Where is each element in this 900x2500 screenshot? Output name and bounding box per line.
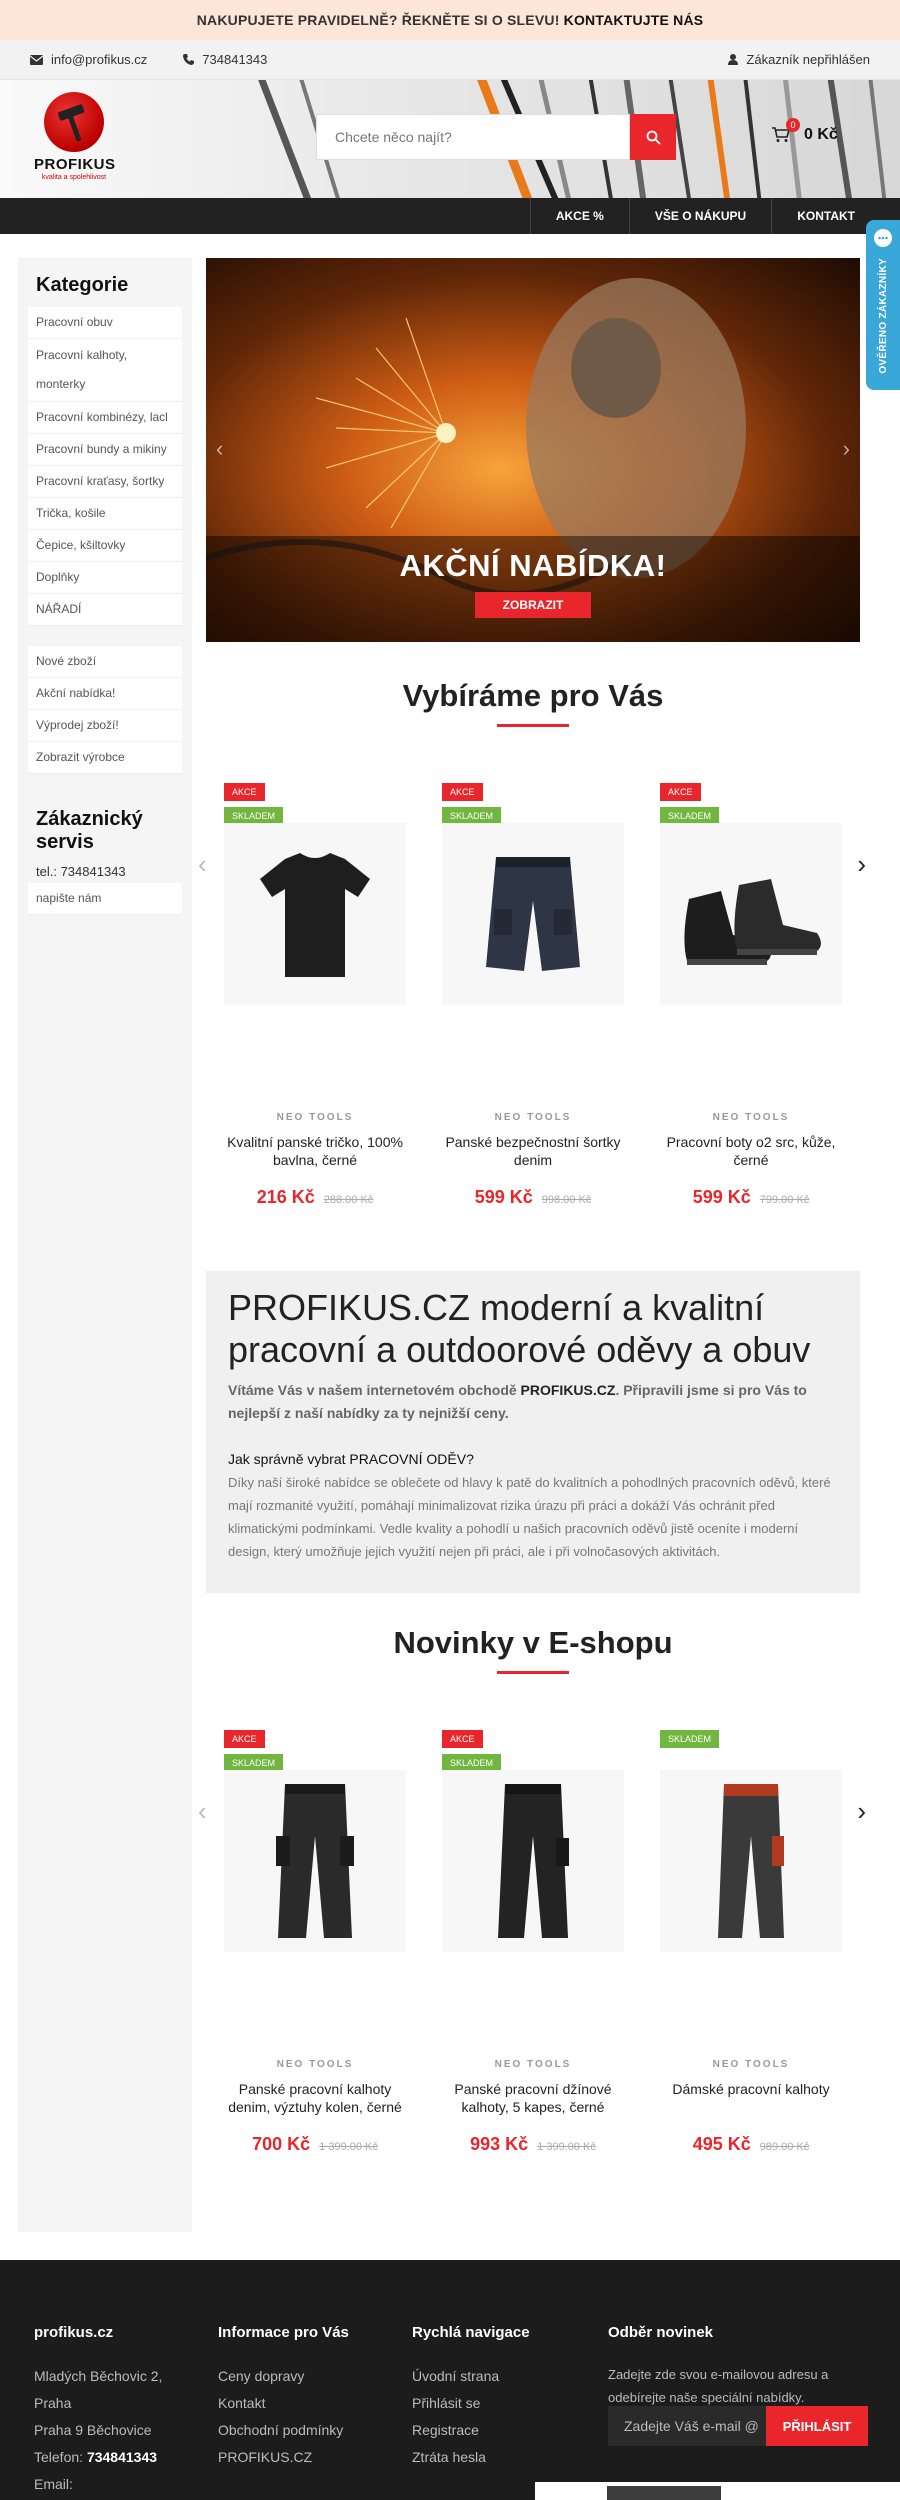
sale-badge: AKCE — [660, 783, 701, 801]
product-card[interactable] — [642, 1714, 860, 2204]
footer-phone — [34, 2444, 162, 2471]
user-status[interactable] — [728, 52, 870, 67]
product-name[interactable]: Panské bezpečnostní šortky denim — [445, 1134, 621, 1168]
tshirt-product-image[interactable] — [224, 823, 406, 1005]
site-logo[interactable] — [34, 92, 114, 181]
search-bar — [316, 114, 676, 160]
hero-banner[interactable] — [206, 258, 860, 642]
footer-link[interactable]: PROFIKUS.CZ — [218, 2449, 313, 2465]
carousel-prev-icon[interactable]: ‹ — [198, 1796, 207, 1826]
phone-icon — [183, 54, 194, 65]
product-brand: NEO TOOLS — [494, 1112, 572, 1123]
newsletter-email-input[interactable]: Zadejte Váš e-mail @ — [608, 2406, 766, 2446]
stock-badge: SKLADEM — [442, 807, 501, 825]
section-underline — [497, 724, 569, 727]
footer-newsletter-title: Odběr novinek — [608, 2324, 714, 2341]
email-text: info@profikus.cz — [51, 52, 148, 67]
category-item[interactable]: Pracovní kalhoty, monterky — [28, 339, 182, 402]
footer-email-label: Email: — [34, 2476, 73, 2492]
stock-badge: SKLADEM — [442, 1754, 501, 1772]
category-item[interactable]: Pracovní kraťasy, šortky — [28, 466, 182, 498]
newsletter-form — [608, 2406, 868, 2446]
about-title: PROFIKUS.CZ moderní a kvalitní pracovní a outdoorové oděvy a obuv — [228, 1287, 811, 1370]
phone-text: 734841343 — [202, 52, 268, 67]
footer-nav-title: Rychlá navigace — [412, 2324, 530, 2341]
verified-customers-badge[interactable] — [866, 220, 900, 390]
footer-phone-number[interactable]: 734841343 — [86, 2449, 158, 2465]
price-current: 993 Kč — [470, 2134, 529, 2154]
product-price — [206, 1187, 424, 1208]
contact-phone[interactable] — [183, 52, 267, 67]
contact-email[interactable] — [30, 52, 147, 67]
user-icon — [728, 54, 738, 65]
speech-bubble-icon — [873, 228, 893, 248]
footer-link[interactable]: Obchodní podmínky — [218, 2422, 344, 2438]
hero-next-icon[interactable]: › — [842, 436, 850, 461]
service-phone — [36, 864, 174, 879]
section-underline — [497, 1671, 569, 1674]
search-input[interactable]: Chcete něco najít? — [316, 114, 630, 160]
product-price — [424, 2134, 642, 2155]
price-old: 1 399.00 Kč — [319, 2141, 378, 2153]
hero-show-button[interactable]: ZOBRAZIT — [475, 592, 592, 618]
price-old: 1 399.00 Kč — [537, 2141, 596, 2153]
product-price — [424, 1187, 642, 1208]
trousers-product-image[interactable] — [224, 1770, 406, 1952]
hero-prev-icon[interactable]: ‹ — [216, 436, 224, 461]
category-item[interactable]: Trička, košile — [28, 498, 182, 530]
price-current: 599 Kč — [474, 1187, 533, 1207]
promo-contact-link[interactable]: KONTAKTUJTE NÁS — [563, 12, 704, 28]
footer-link[interactable]: Registrace — [412, 2422, 479, 2438]
price-old: 989.00 Kč — [759, 2141, 810, 2153]
sale-badge: AKCE — [224, 783, 265, 801]
cart[interactable] — [772, 120, 838, 144]
carousel-next-icon[interactable]: › — [857, 1796, 866, 1826]
footer-info — [218, 2324, 349, 2471]
section-title-picks: Vybíráme pro Vás — [402, 678, 664, 713]
product-card[interactable] — [206, 767, 424, 1257]
product-card[interactable] — [424, 1714, 642, 2204]
boots-product-image[interactable] — [660, 823, 842, 1005]
promo-text: NAKUPUJETE PRAVIDELNĚ? ŘEKNĚTE SI O SLEVU! — [196, 12, 560, 28]
stock-badge: SKLADEM — [660, 1730, 719, 1748]
footer-link[interactable]: Přihlásit se — [412, 2395, 481, 2411]
product-name[interactable]: Pracovní boty o2 src, kůže, černé — [666, 1134, 836, 1168]
hero-title: AKČNÍ NABÍDKA! — [399, 548, 667, 583]
footer-link[interactable]: Úvodní strana — [412, 2368, 500, 2384]
product-card[interactable] — [206, 1714, 424, 2204]
sale-badge: AKCE — [442, 783, 483, 801]
special-item[interactable]: Nové zboží — [28, 646, 182, 678]
promo-bar — [0, 0, 900, 40]
footer-company-title: profikus.cz — [34, 2324, 114, 2341]
product-name[interactable]: Panské pracovní džínové kalhoty, 5 kapes, černé — [454, 2081, 612, 2115]
stock-badge: SKLADEM — [660, 807, 719, 825]
search-button[interactable] — [630, 114, 676, 160]
about-subtitle: Jak správně vybrat PRACOVNÍ ODĚV? — [228, 1451, 474, 1467]
special-item[interactable]: Akční nabídka! — [28, 678, 182, 710]
category-item[interactable]: Pracovní obuv — [28, 307, 182, 339]
service-phone-number[interactable]: 734841343 — [60, 864, 126, 879]
footer-link[interactable]: Ztráta hesla — [412, 2449, 486, 2465]
footer-address: Mladých Běchovic 2, — [34, 2368, 163, 2384]
about-lead — [228, 1379, 838, 1425]
hero-caption — [206, 536, 860, 642]
about-lead-text: . Připravili jsme si pro Vás to nejlepší z naší nabídky za ty nejnižší ceny. — [228, 1382, 807, 1421]
category-list — [28, 307, 182, 626]
product-card[interactable] — [642, 767, 860, 1257]
price-current: 495 Kč — [692, 2134, 751, 2154]
product-brand: NEO TOOLS — [276, 1112, 354, 1123]
section-title-news: Novinky v E-shopu — [393, 1625, 673, 1660]
footer-info-title: Informace pro Vás — [218, 2324, 349, 2341]
sidebar — [18, 258, 192, 2232]
product-carousel-news — [198, 1714, 866, 2204]
user-status-text: Zákazník nepřihlášen — [746, 52, 870, 67]
logo-name: PROFIKUS — [34, 156, 116, 173]
nav-item-vse-o-nakupu[interactable]: VŠE O NÁKUPU — [629, 198, 771, 234]
verified-badge-text: OVĚŘENO ZÁKAZNÍKY — [877, 258, 889, 374]
cookie-button[interactable] — [607, 2486, 721, 2500]
carousel-next-icon[interactable]: › — [857, 849, 866, 879]
product-name[interactable]: Panské pracovní kalhoty denim, výztuhy kolen, černé — [228, 2081, 402, 2115]
product-brand: NEO TOOLS — [712, 1112, 790, 1123]
about-lead-brand: PROFIKUS.CZ — [520, 1382, 616, 1398]
main-nav — [0, 198, 900, 234]
shorts-product-image[interactable] — [442, 823, 624, 1005]
product-price — [642, 2134, 860, 2155]
newsletter-subscribe-button[interactable]: PŘIHLÁSIT — [766, 2406, 868, 2446]
product-brand: NEO TOOLS — [712, 2059, 790, 2070]
sidebar-title: Kategorie — [36, 274, 129, 296]
nav-item-kontakt[interactable]: KONTAKT — [771, 198, 880, 234]
footer-phone-label: Telefon: — [34, 2449, 87, 2465]
product-brand: NEO TOOLS — [494, 2059, 572, 2070]
about-lead-text: Vítáme Vás v našem internetovém obchodě — [228, 1382, 521, 1398]
logo-hammer-icon — [44, 92, 104, 152]
sale-badge: AKCE — [442, 1730, 483, 1748]
product-card[interactable] — [424, 767, 642, 1257]
product-carousel-picks — [198, 767, 866, 1257]
product-name[interactable]: Dámské pracovní kalhoty — [672, 2081, 830, 2097]
search-icon — [646, 130, 661, 145]
price-current: 599 Kč — [692, 1187, 751, 1207]
carousel-prev-icon[interactable]: ‹ — [198, 849, 207, 879]
nav-item-akce[interactable]: AKCE % — [530, 198, 629, 234]
category-item[interactable]: Čepice, kšiltovky — [28, 530, 182, 562]
service-phone-label: tel.: — [36, 864, 61, 879]
price-current: 700 Kč — [252, 2134, 311, 2154]
footer-newsletter — [608, 2324, 868, 2409]
site-header — [0, 80, 900, 198]
stock-badge: SKLADEM — [224, 807, 283, 825]
product-price — [642, 1187, 860, 1208]
category-item[interactable]: Doplňky — [28, 562, 182, 594]
category-item[interactable]: Pracovní kombinézy, lacl — [28, 402, 182, 434]
sale-badge: AKCE — [224, 1730, 265, 1748]
about-section — [206, 1271, 860, 1593]
category-item[interactable]: NÁŘADÍ — [28, 594, 182, 626]
price-old: 998.00 Kč — [541, 1194, 592, 1206]
about-text: Díky naší široké nabídce se oblečete od hlavy k patě do kvalitních a pohodlných pracovních oděvů, které mají rozmanité využití, pomáhají minimalizovat rizika úrazu při práci a dokáží Vás ochránit před klimatickými podmínkami. Vedle kvality a pohodlí u našich pracovních oděvů jistě oceníte i moderní design, který umožňuje jejich využití nejen při práci, ale i při volnočasových aktivitách. — [228, 1475, 831, 1559]
footer-address: Praha — [34, 2395, 72, 2411]
footer-address: Praha 9 Běchovice — [34, 2422, 152, 2438]
cart-total: 0 Kč — [804, 126, 838, 143]
logo-tagline: kvalita a spolehlivost — [41, 174, 107, 181]
product-name[interactable]: Kvalitní panské tričko, 100% bavlna, černé — [227, 1134, 403, 1168]
product-price — [206, 2134, 424, 2155]
footer-company — [34, 2324, 162, 2498]
footer-link[interactable]: Ceny dopravy — [218, 2368, 305, 2384]
product-brand: NEO TOOLS — [276, 2059, 354, 2070]
service-write-link[interactable]: napište nám — [28, 883, 182, 915]
footer-nav — [412, 2324, 530, 2471]
price-old: 288.00 Kč — [323, 1194, 374, 1206]
stock-badge: SKLADEM — [224, 1754, 283, 1772]
service-title: Zákaznický servis — [36, 808, 143, 853]
price-current: 216 Kč — [256, 1187, 315, 1207]
cart-count-badge: 0 — [786, 118, 800, 132]
cookie-bar — [535, 2482, 900, 2500]
main-content — [198, 258, 866, 2204]
envelope-icon — [30, 55, 43, 65]
footer-link[interactable]: Kontakt — [218, 2395, 266, 2411]
footer-newsletter-text: Zadejte zde svou e-mailovou adresu a odebírejte naše speciální nabídky. — [608, 2367, 829, 2405]
special-list — [28, 646, 182, 774]
jeans-product-image[interactable] — [442, 1770, 624, 1952]
contact-bar — [0, 40, 900, 80]
category-item[interactable]: Pracovní bundy a mikiny — [28, 434, 182, 466]
special-item[interactable]: Výprodej zboží! — [28, 710, 182, 742]
special-item[interactable]: Zobrazit výrobce — [28, 742, 182, 774]
price-old: 799.00 Kč — [759, 1194, 810, 1206]
womens-trousers-product-image[interactable] — [660, 1770, 842, 1952]
